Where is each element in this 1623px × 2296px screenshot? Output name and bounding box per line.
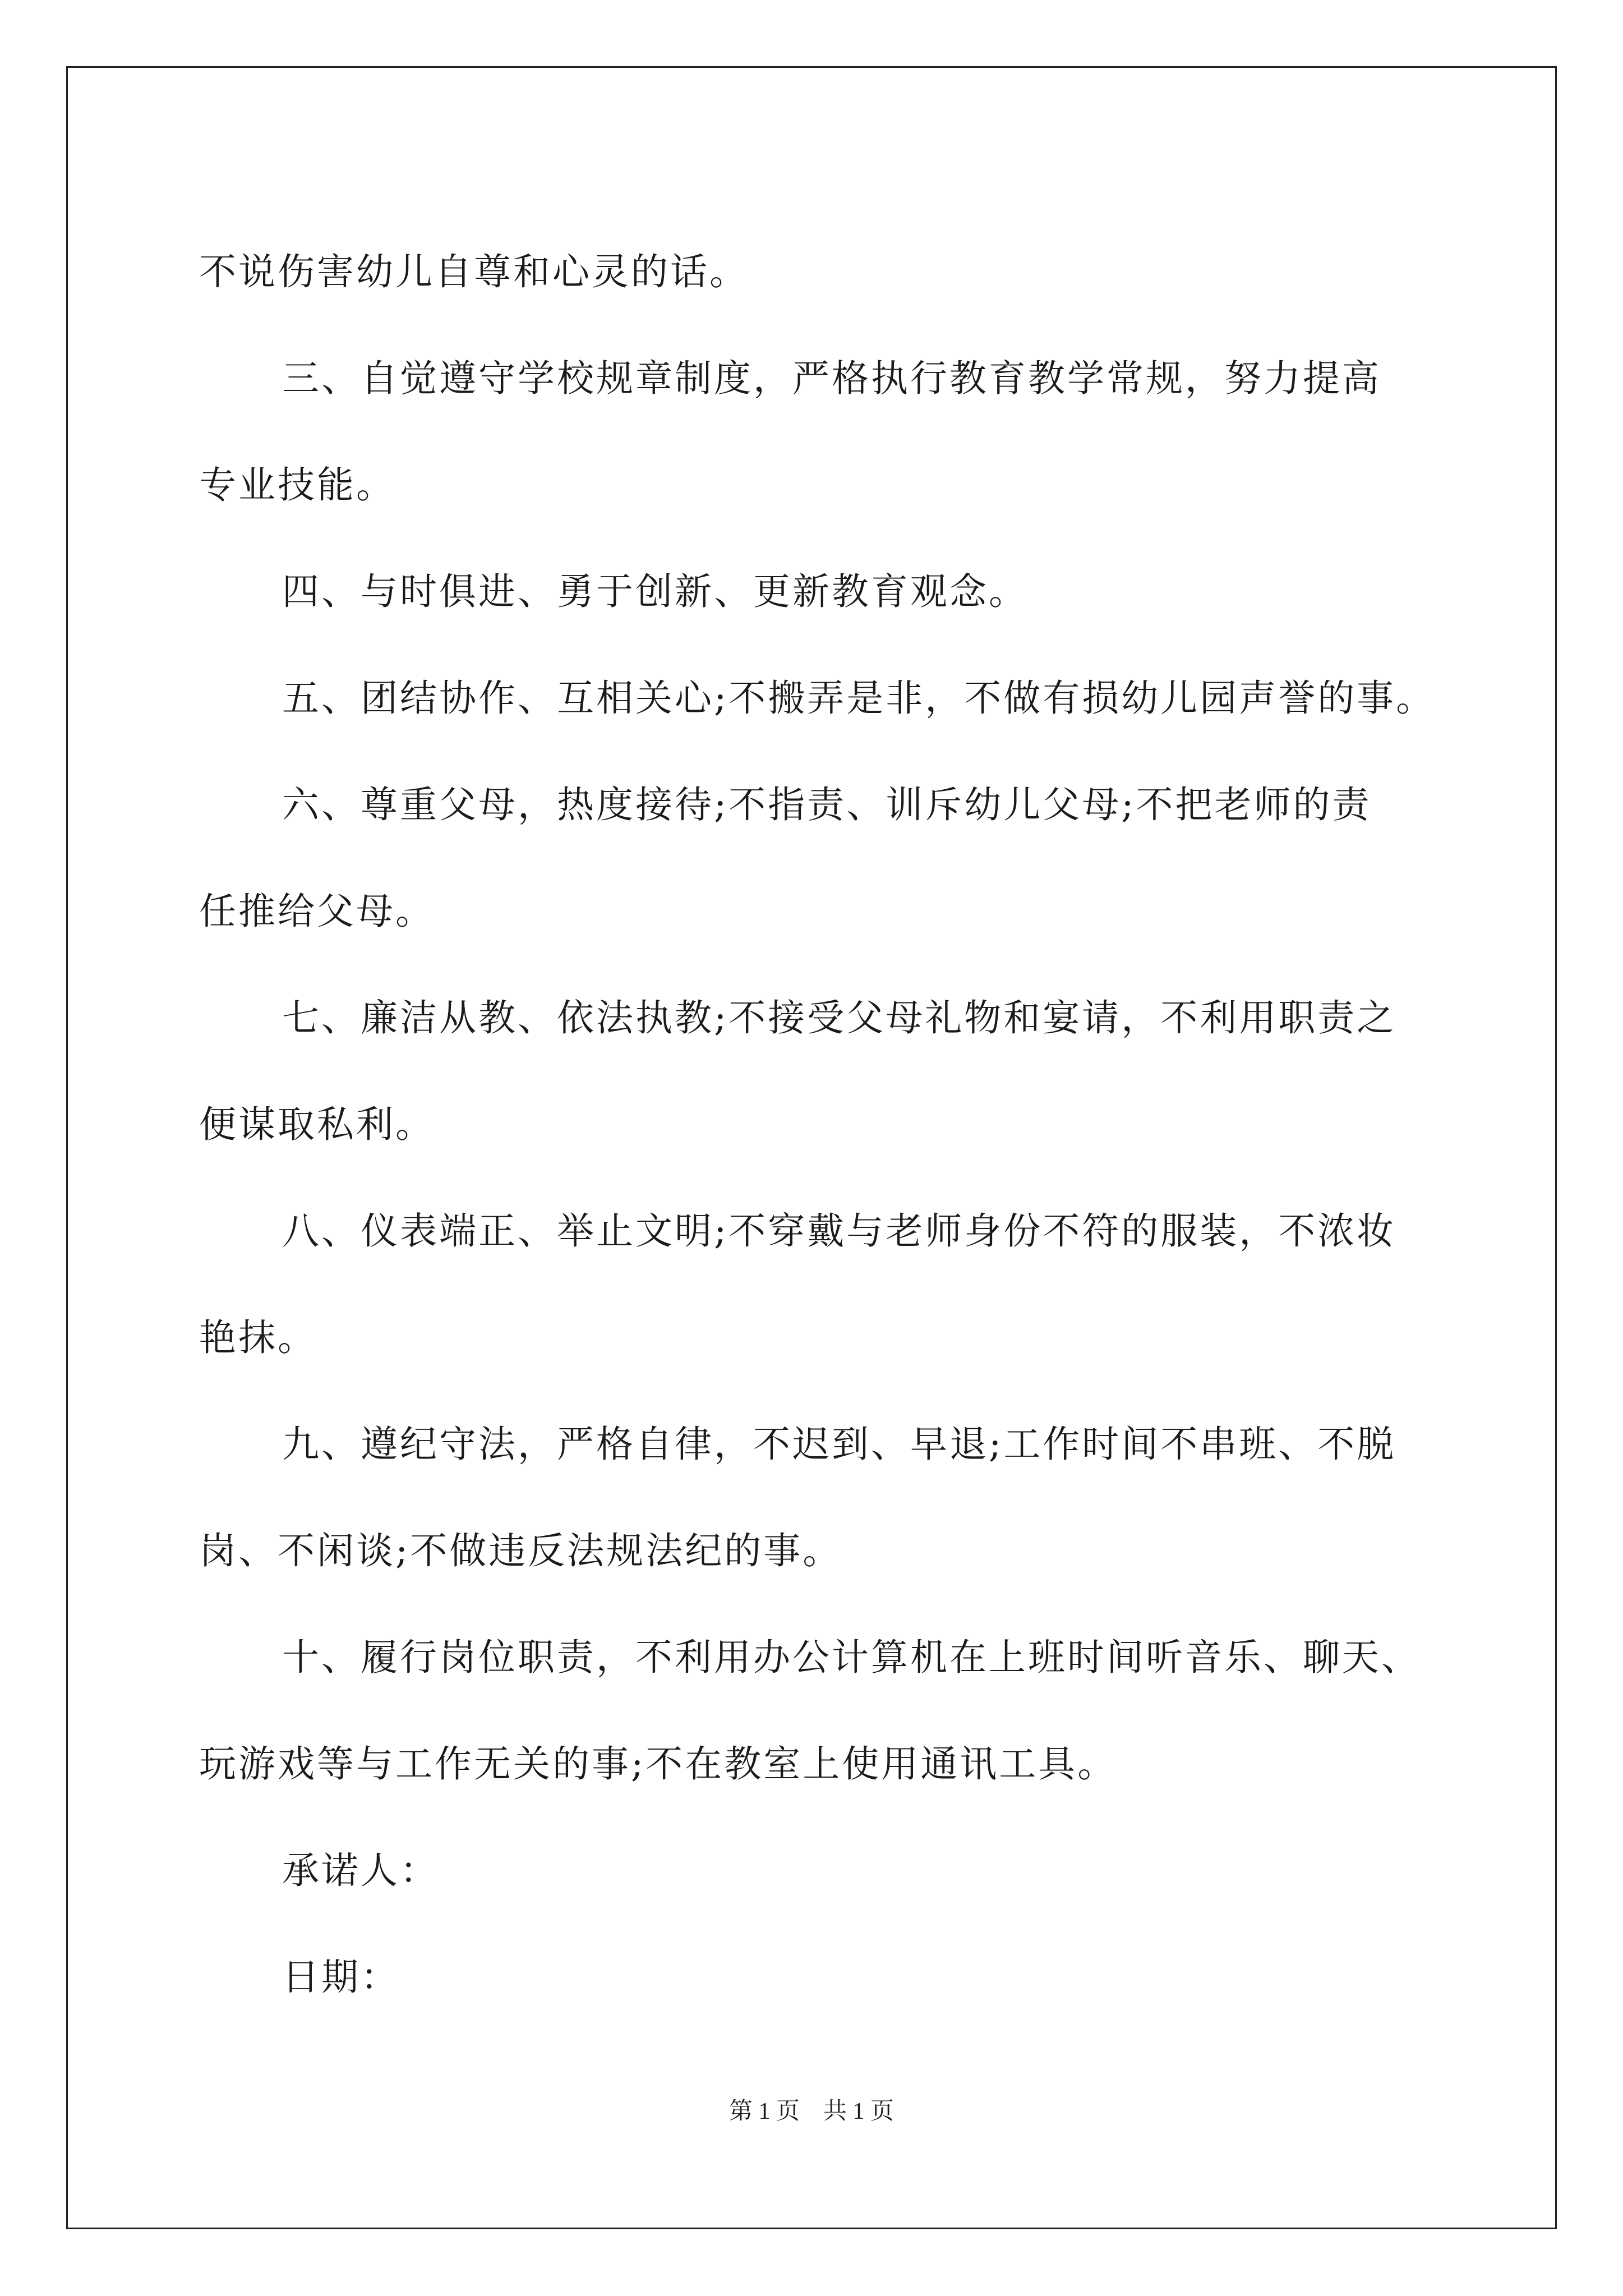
text-line: 任推给父母。	[199, 890, 435, 933]
text-line: 艳抹。	[199, 1316, 317, 1359]
text-line: 岗、不闲谈;不做违反法规法纪的事。	[199, 1529, 842, 1572]
date-label: 日期：	[282, 1955, 400, 1999]
document-body	[199, 219, 1478, 2031]
text-line: 玩游戏等与工作无关的事;不在教室上使用通讯工具。	[199, 1742, 1117, 1786]
text-line: 三、自觉遵守学校规章制度，严格执行教育教学常规，努力提高	[282, 357, 1381, 400]
text-line: 便谋取私利。	[199, 1103, 435, 1146]
text-line: 五、团结协作、互相关心;不搬弄是非，不做有损幼儿园声誉的事。	[282, 677, 1436, 720]
page-number: 第 1 页 共 1 页	[728, 2099, 894, 2124]
text-line: 八、仪表端正、举止文明;不穿戴与老师身份不符的服装，不浓妆	[282, 1209, 1396, 1253]
signature-label: 承诺人：	[282, 1849, 439, 1892]
text-line: 十、履行岗位职责，不利用办公计算机在上班时间听音乐、聊天、	[282, 1636, 1421, 1679]
text-line: 专业技能。	[199, 463, 395, 507]
text-line: 四、与时俱进、勇于创新、更新教育观念。	[282, 570, 1028, 613]
text-line: 不说伤害幼儿自尊和心灵的话。	[199, 250, 749, 293]
text-line: 六、尊重父母，热度接待;不指责、训斥幼儿父母;不把老师的责	[282, 783, 1372, 826]
text-line: 七、廉洁从教、依法执教;不接受父母礼物和宴请，不利用职责之	[282, 996, 1396, 1039]
text-line: 九、遵纪守法，严格自律，不迟到、早退;工作时间不串班、不脱	[282, 1423, 1396, 1466]
